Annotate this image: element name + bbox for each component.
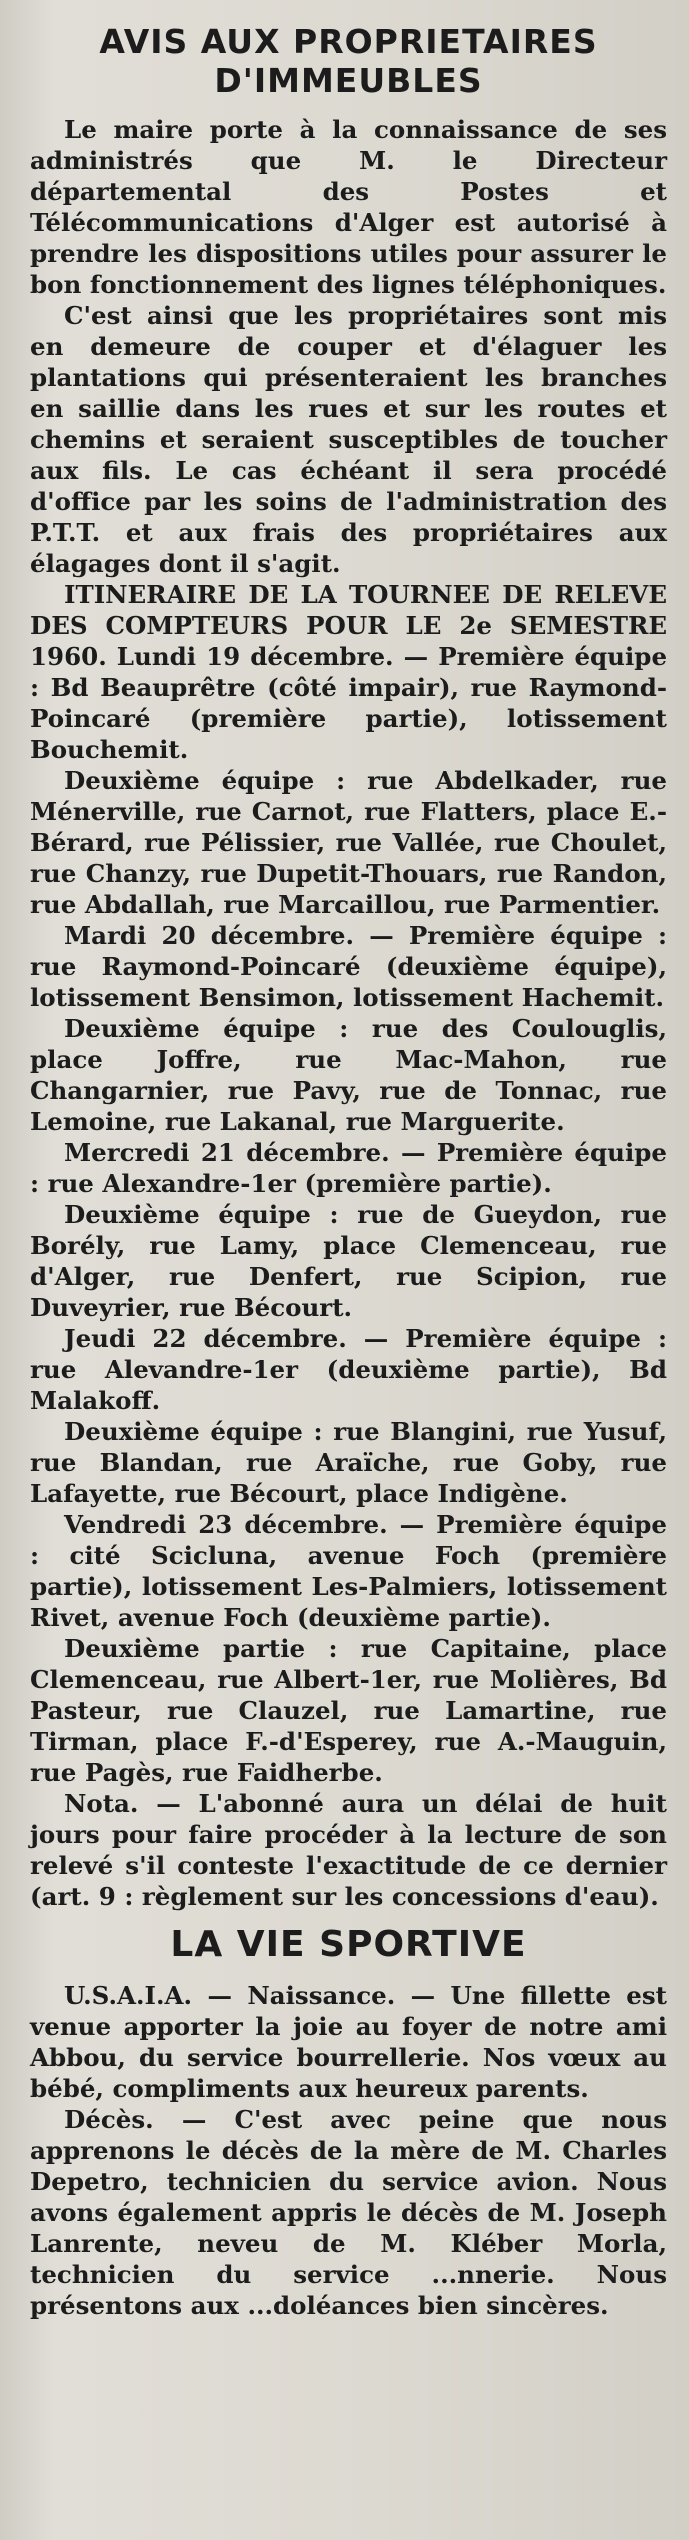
nota-text: — L'abonné aura un délai de huit jours pour faire procéder à la lecture de son relevé s'il conteste l'exactitude de ce dernier (art. 9 : règlement sur les concessions d'eau). <box>30 1789 667 1911</box>
nota-paragraph <box>30 1788 667 1912</box>
itinerary-heading: ITINERAIRE DE LA TOURNEE DE RELEVE DES COMPTEURS POUR LE 2e SEMESTRE 1960. <box>30 580 667 671</box>
birth-label: — Naissance. <box>207 1981 396 2010</box>
second-team-text: Deuxième partie : rue Capitaine, place Clemenceau, rue Albert-1er, rue Molières, Bd Pasteur, rue Clauzel, rue Lamartine, rue Tirman, place F.-d'Esperey, rue A.-Mauguin, rue Pagès, rue Faidherbe. <box>30 1634 667 1787</box>
day-date: Mercredi 21 décembre. <box>64 1138 390 1167</box>
birth-text: — Une fillette est venue apporter la joie au foyer de notre ami Abbou, du service bourrellerie. Nos vœux au bébé, compliments aux heureux parents. <box>30 1981 667 2103</box>
notice-paragraph: C'est ainsi que les propriétaires sont mis en demeure de couper et d'élaguer les plantations qui présenteraient les branches en saillie dans les rues et sur les routes et chemins et seraient susceptibles de toucher aux fils. Le cas échéant il sera procédé d'office par les soins de l'administration des P.T.T. et aux frais des propriétaires aux élagages dont il s'agit. <box>30 301 667 578</box>
death-label: Décès. <box>64 2105 154 2134</box>
first-team-text: — Première équipe : cité Scicluna, avenue Foch (première partie), lotissement Les-Palmiers, lotissement Rivet, avenue Foch (deuxième partie). <box>30 1510 667 1632</box>
sports-birth-paragraph <box>30 1980 667 2104</box>
day-date: Lundi 19 décembre. <box>116 642 394 671</box>
second-team-text: Deuxième équipe : rue Abdelkader, rue Ménerville, rue Carnot, rue Flatters, place E.-Bérard, rue Pélissier, rue Vallée, rue Choulet, rue Chanzy, rue Dupetit-Thouars, rue Randon, rue Abdallah, rue Marcaillou, rue Parmentier. <box>30 766 667 919</box>
itinerary-vendredi <box>30 1509 667 1633</box>
itinerary-mercredi <box>30 1137 667 1199</box>
death-text: — C'est avec peine que nous apprenons le décès de la mère de M. Charles Depetro, technicien du service avion. Nous avons également appris le décès de M. Joseph Lanrente, neveu de M. Kléber Morla, technicien du service ...nnerie. Nous présentons aux ...doléances bien sincères. <box>30 2105 667 2320</box>
notice-title-line1: AVIS AUX PROPRIETAIRES <box>99 22 598 61</box>
nota-label: Nota. <box>64 1789 139 1818</box>
day-date: Vendredi 23 décembre. <box>64 1510 388 1539</box>
day-date: Mardi 20 décembre. <box>64 921 355 950</box>
first-team-text: — Première équipe : Bd Beauprêtre (côté impair), rue Raymond-Poincaré (première partie), lotissement Bouchemit. <box>30 642 668 764</box>
notice-paragraph: Le maire porte à la connaissance de ses administrés que M. le Directeur départemental des Postes et Télécommunications d'Alger est autorisé à prendre les dispositions utiles pour assurer le bon fonctionnement des lignes téléphoniques. <box>30 115 667 299</box>
day-date: Jeudi 22 décembre. <box>64 1324 347 1353</box>
sports-death-paragraph <box>30 2104 667 2321</box>
first-team-text: — Première équipe : rue Alexandre-1er (première partie). <box>30 1138 667 1198</box>
itinerary-mardi <box>30 920 667 1013</box>
second-team-text: Deuxième équipe : rue Blangini, rue Yusuf, rue Blandan, rue Araïche, rue Goby, rue Lafayette, rue Bécourt, place Indigène. <box>30 1417 667 1508</box>
second-team-text: Deuxième équipe : rue de Gueydon, rue Borély, rue Lamy, place Clemenceau, rue d'Alger, rue Denfert, rue Scipion, rue Duveyrier, rue Bécourt. <box>30 1200 667 1322</box>
second-team-text: Deuxième équipe : rue des Coulouglis, place Joffre, rue Mac-Mahon, rue Changarnier, rue Pavy, rue de Tonnac, rue Lemoine, rue Lakanal, rue Marguerite. <box>30 1014 667 1136</box>
itinerary-jeudi <box>30 1323 667 1416</box>
itinerary-lundi <box>30 579 667 765</box>
sports-title: LA VIE SPORTIVE <box>170 1924 527 1965</box>
first-team-text: — Première équipe : rue Raymond-Poincaré (deuxième équipe), lotissement Bensimon, lotissement Hachemit. <box>30 921 667 1012</box>
club-name: U.S.A.I.A. <box>64 1981 193 2010</box>
first-team-text: — Première équipe : rue Alevandre-1er (deuxième partie), Bd Malakoff. <box>30 1324 668 1415</box>
notice-title-line2: D'IMMEUBLES <box>214 61 483 100</box>
